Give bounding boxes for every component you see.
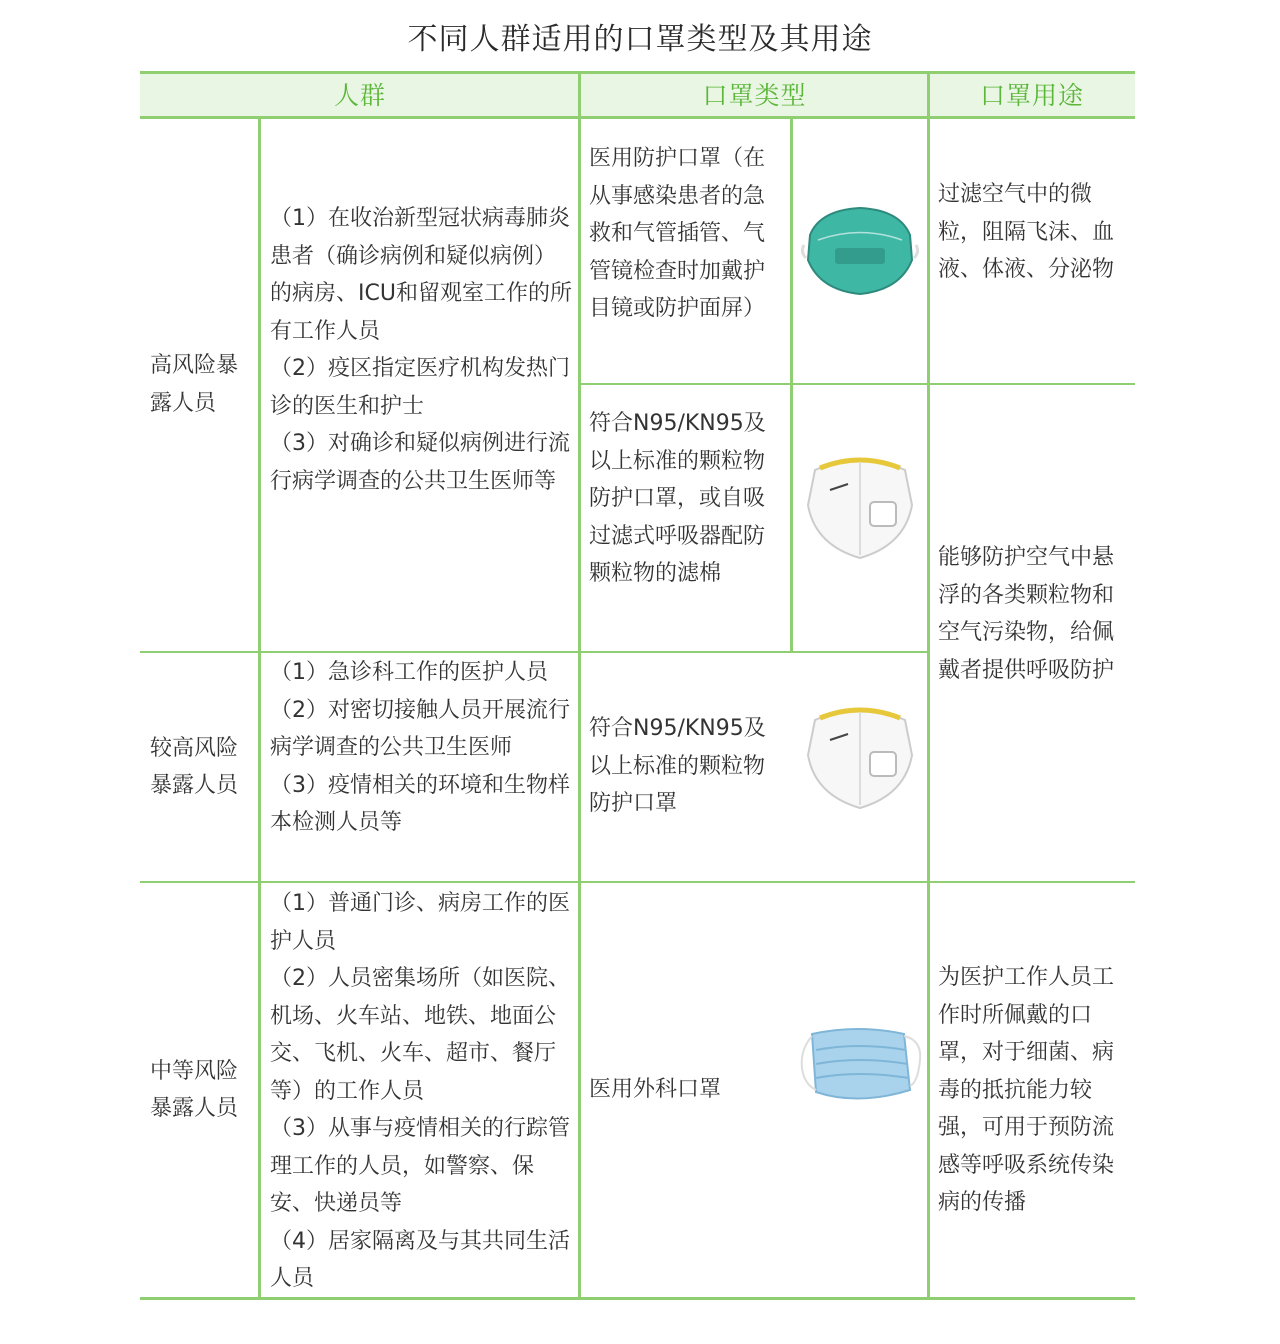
mask-type-desc: 符合N95/KN95及以上标准的颗粒物防护口罩 (589, 716, 766, 816)
grid-line (927, 118, 930, 1298)
mask-type-desc: 医用外科口罩 (589, 1077, 722, 1103)
grid-line (927, 73, 930, 117)
risk-level-text: 较高风险暴露人员 (150, 735, 239, 798)
surgical-mask-icon (798, 1020, 926, 1116)
mask-use-text: 为医护工作人员工作时所佩戴的口罩，对于细菌、病毒的抵抗能力较强，可用于预防流感等呼吸系统传染病的传播 (938, 965, 1115, 1215)
population-item: （1）普通门诊、病房工作的医护人员 (270, 891, 570, 954)
header-group: 人群 (333, 81, 386, 110)
risk-level-higher (150, 653, 254, 881)
header-mask-use: 口罩用途 (979, 81, 1084, 110)
mask-type-text (589, 140, 785, 328)
population-item: （2）疫区指定医疗机构发热门诊的医生和护士 (270, 356, 570, 419)
grid-line (580, 383, 1135, 385)
mask-use-text: 过滤空气中的微粒，阻隔飞沫、血液、体液、分泌物 (938, 182, 1115, 282)
population-item: （3）对确诊和疑似病例进行流行病学调查的公共卫生医师等 (270, 431, 570, 494)
medical-protective-mask-icon (800, 190, 920, 314)
mask-use-3 (938, 959, 1130, 1222)
mask-use-2 (938, 539, 1130, 689)
population-item: （3）从事与疫情相关的行踪管理工作的人员，如警察、保安、快递员等 (270, 1116, 570, 1216)
grid-line (140, 116, 1135, 119)
population-list-high (270, 200, 573, 500)
grid-line (578, 73, 581, 117)
mask-type-desc: 医用防护口罩（在从事感染患者的急救和气管插管、气管镜检查时加戴护目镜或防护面屏） (589, 146, 766, 321)
grid-line (140, 71, 1135, 74)
page-title: 不同人群适用的口罩类型及其用途 (407, 22, 873, 57)
population-list-higher (270, 654, 573, 842)
grid-line (790, 118, 793, 652)
grid-line (578, 118, 581, 1298)
mask-use-1 (938, 176, 1130, 289)
mask-use-text: 能够防护空气中悬浮的各类颗粒物和空气污染物，给佩戴者提供呼吸防护 (938, 545, 1115, 683)
population-item: （2）人员密集场所（如医院、机场、火车站、地铁、地面公交、飞机、火车、超市、餐厅等）的工作人员 (270, 966, 570, 1104)
population-list-medium (270, 885, 573, 1298)
mask-type-desc: 符合N95/KN95及以上标准的颗粒物防护口罩，或自吸过滤式呼吸器配防颗粒物的滤棉 (589, 411, 766, 586)
population-item: （4）居家隔离及与其共同生活人员 (270, 1228, 570, 1291)
risk-level-text: 高风险暴露人员 (150, 353, 239, 416)
mask-type-text (589, 883, 785, 1297)
header-mask-type: 口罩类型 (702, 81, 807, 110)
risk-level-medium (150, 883, 254, 1297)
risk-level-text: 中等风险暴露人员 (150, 1058, 239, 1121)
grid-line (258, 118, 261, 1298)
risk-level-high (150, 118, 254, 651)
population-item: （2）对密切接触人员开展流行病学调查的公共卫生医师 (270, 697, 570, 760)
population-item: （1）在收治新型冠状病毒肺炎患者（确诊病例和疑似病例）的病房、ICU和留观室工作的所有工作人员 (270, 206, 572, 344)
population-item: （1）急诊科工作的医护人员 (270, 660, 548, 685)
n95-respirator-icon (800, 700, 920, 819)
population-item: （3）疫情相关的环境和生物样本检测人员等 (270, 772, 570, 835)
mask-type-text (589, 405, 785, 593)
n95-respirator-icon (800, 450, 920, 569)
mask-type-text (589, 710, 785, 823)
